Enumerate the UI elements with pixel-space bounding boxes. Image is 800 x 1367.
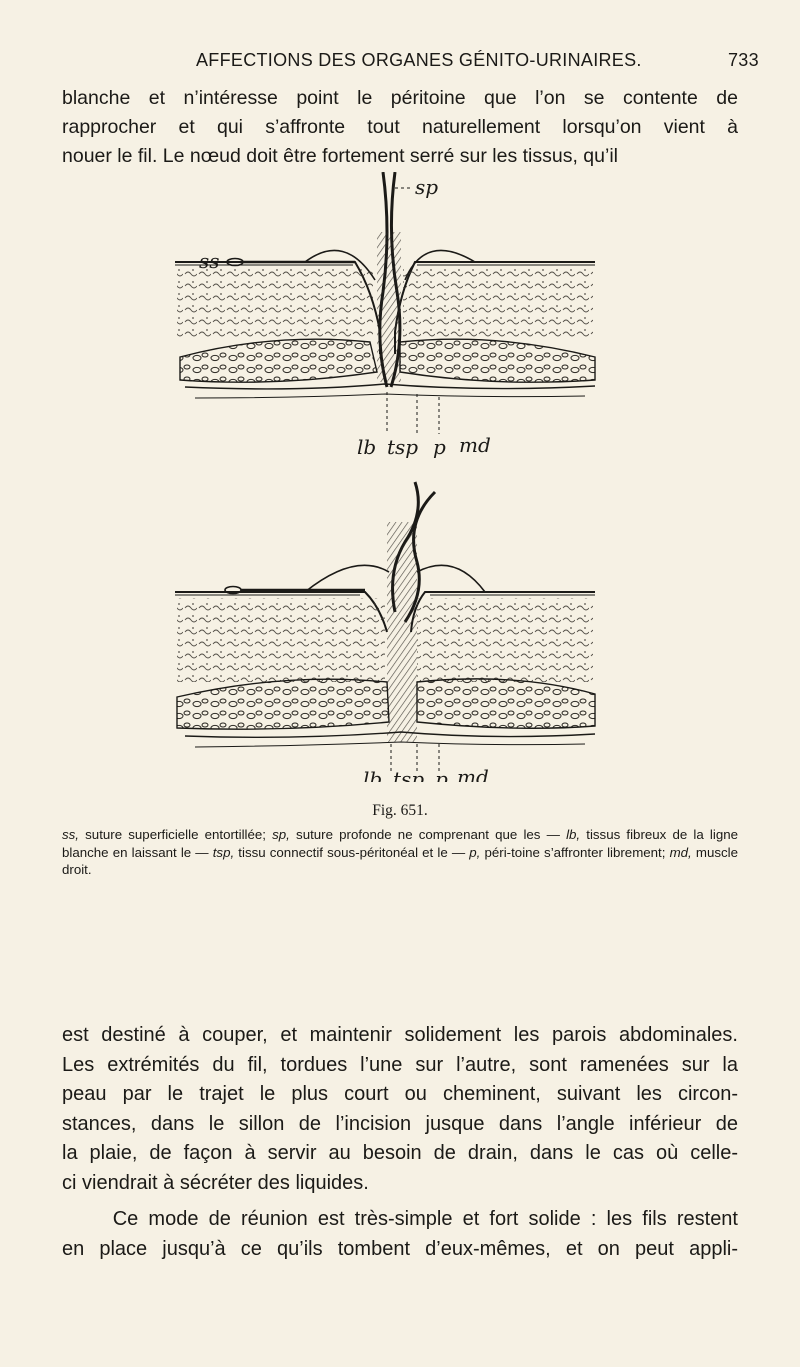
- caption-abbr: tsp,: [212, 844, 235, 860]
- text-line: en place jusqu’à ce qu’ils tombent d’eux-mêmes, et on peut appli-: [62, 1237, 738, 1260]
- text-line: nouer le fil. Le nœud doit être fortement serré sur les tissus, qu’il: [62, 145, 618, 167]
- caption-abbr: ss,: [62, 827, 79, 842]
- upper-diagram: [175, 172, 595, 459]
- label-md-top: md: [459, 433, 491, 457]
- paragraph-middle: [62, 1021, 738, 1198]
- page-number: 733: [728, 50, 759, 70]
- text-line: est destiné à couper, et maintenir solidement les parois abdominales.: [62, 1024, 738, 1046]
- paragraph-bottom: [62, 1205, 738, 1264]
- suture-diagram: [155, 172, 615, 782]
- label-md-bottom: md: [457, 765, 489, 782]
- figure-number: Fig. 651.: [372, 802, 428, 819]
- text-line: peau par le trajet le plus court ou cheminent, suivant les circon-: [62, 1083, 738, 1105]
- label-lb-bottom: lb: [363, 767, 383, 782]
- text-line: Les extrémités du fil, tordues l’une sur l’autre, sont ramenées sur la: [62, 1053, 738, 1076]
- text-line: blanche et n’intéresse point le péritoine que l’on se contente de: [62, 87, 738, 109]
- caption-text: tissus fibreux de la ligne blanche en laissant le —: [62, 827, 739, 860]
- label-ss-top: ss: [199, 249, 220, 273]
- label-tsp-top: tsp: [387, 435, 419, 459]
- caption-text: tissu connectif sous-péritonéal et le —: [234, 844, 470, 860]
- text-line: stances, dans le sillon de l’incision jusque dans l’angle inférieur de: [62, 1112, 738, 1135]
- text-line: la plaie, de façon à servir au besoin de drain, dans le cas où celle-: [62, 1142, 738, 1164]
- caption-text: péri-toine s’affronter librement;: [480, 844, 670, 860]
- figure-caption: [62, 826, 738, 879]
- label-tsp-bottom: tsp: [393, 767, 425, 782]
- caption-abbr: md,: [669, 844, 692, 860]
- caption-text: suture profonde ne comprenant que les —: [289, 827, 567, 842]
- caption-text: muscle droit.: [62, 844, 738, 877]
- caption-abbr: sp,: [272, 827, 290, 842]
- label-lb-top: lb: [357, 435, 377, 459]
- caption-abbr: lb,: [566, 827, 581, 842]
- label-sp-top: sp: [415, 175, 439, 199]
- caption-abbr: p,: [469, 844, 481, 860]
- text-line: Ce mode de réunion est très-simple et fort solide : les fils restent: [62, 1208, 738, 1230]
- paragraph-top: [62, 84, 738, 171]
- running-header: [0, 46, 800, 76]
- lower-diagram: [175, 482, 595, 782]
- suture-illustration: [155, 172, 615, 782]
- label-p-bottom: p: [435, 767, 448, 782]
- text-line: ci viendrait à sécréter des liquides.: [62, 1171, 369, 1194]
- caption-text: suture superficielle entortillée;: [79, 827, 273, 842]
- text-line: rapprocher et qui s’affronte tout naturellement lorsqu’on vient à: [62, 116, 738, 138]
- chapter-title: AFFECTIONS DES ORGANES GÉNITO-URINAIRES.: [196, 50, 642, 70]
- label-p-top: p: [433, 435, 446, 459]
